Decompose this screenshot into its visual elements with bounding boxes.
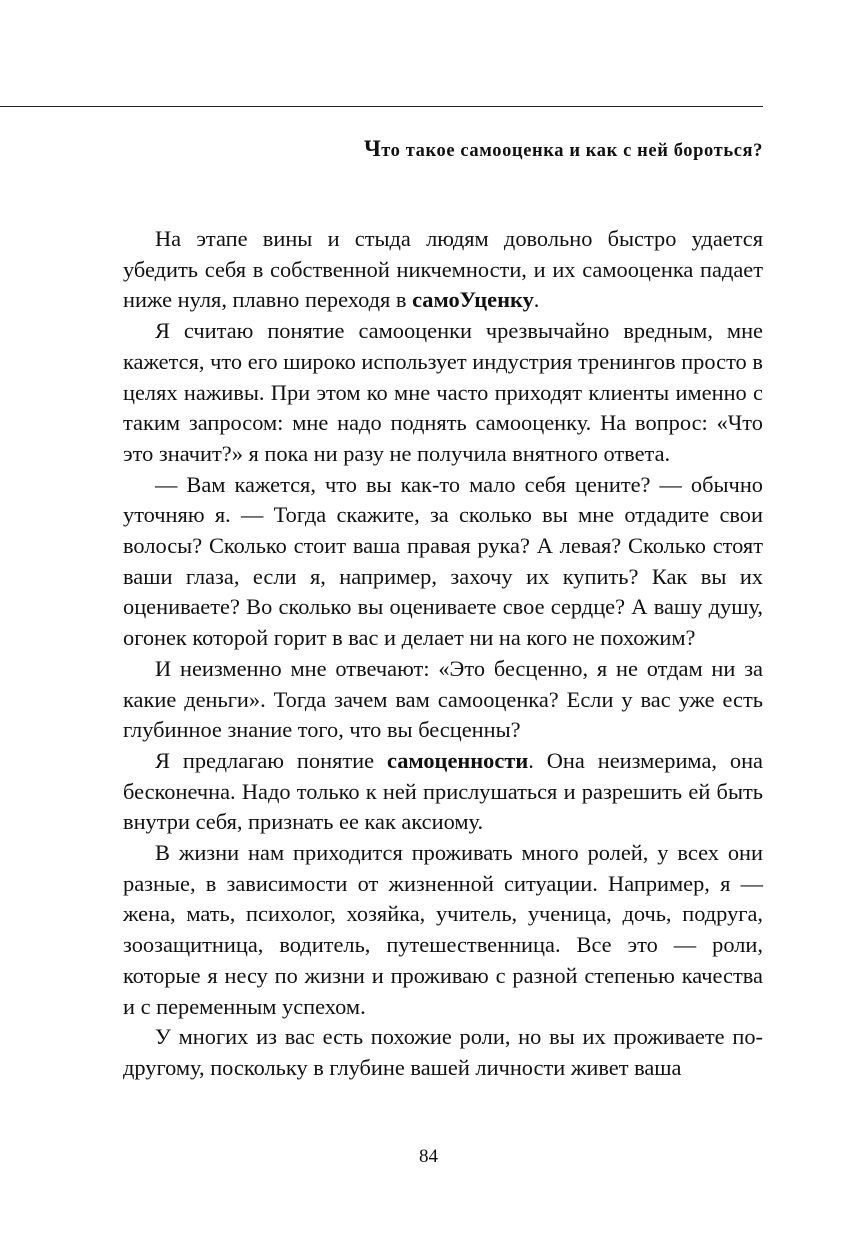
header-rule <box>0 106 763 107</box>
chapter-title-rest: то такое самооценка и как с ней бороться? <box>381 141 763 161</box>
paragraph-1-end: . <box>533 287 540 313</box>
paragraph-5-text: Я предлагаю понятие <box>155 747 387 773</box>
chapter-title-initial: Ч <box>364 136 382 161</box>
paragraph-4: И неизменно мне отвечают: «Это бесценно, я не отдам ни за какие деньги». Тогда зачем вам самооценка? Если у вас уже есть глубинное знание того, что вы бесценны? <box>123 655 763 743</box>
bold-term-samoutsenka: самоУценку <box>412 287 534 313</box>
page-number: 84 <box>419 1146 438 1167</box>
paragraph-2: Я считаю понятие самооценки чрезвычайно вредным, мне кажется, что его широко использует индустрия тренингов просто в целях наживы. При этом ко мне часто приходят клиенты именно с таким запросом: мне надо поднять самооценку. На вопрос: «Что это значит?» я пока ни разу не получила внятного ответа. <box>123 318 763 466</box>
paragraph-1 <box>123 224 763 316</box>
paragraph-3: — Вам кажется, что вы как-то мало себя цените? — обычно уточняю я. — Тогда скажите, за сколько вы мне отдадите свои волосы? Сколько стоит ваша правая рука? А левая? Сколько стоят ваши глаза, если я, например, захочу их купить? Как вы их оцениваете? Во сколько вы оцениваете свое сердце? А вашу душу, огонек которой горит в вас и делает ни на кого не похожим? <box>123 471 763 651</box>
paragraph-5 <box>123 746 763 838</box>
chapter-title <box>364 136 763 162</box>
bold-term-samotsennost: самоценности <box>386 747 529 773</box>
paragraph-7: У многих из вас есть похожие роли, но вы их проживаете по-другому, поскольку в глубине вашей личности живет ваша <box>123 1024 763 1080</box>
paragraph-1-text: На этапе вины и стыда людям довольно быстро удается убедить себя в собственной никчемности, и их самооценка падает ниже нуля, плавно переходя в <box>123 226 763 313</box>
paragraph-6: В жизни нам приходится проживать много ролей, у всех они разные, в зависимости от жизненной ситуации. Например, я — жена, мать, психолог, хозяйка, учитель, ученица, дочь, подруга, зоозащитница, водитель, путешественница. Все это — роли, которые я несу по жизни и проживаю с разной степенью качества и с переменным успехом. <box>123 840 763 1019</box>
paragraph-5-end: . Она неизмерима, она бесконечна. Надо только к ней прислушаться и разрешить ей быть внутри себя, признать ее как аксиому. <box>123 747 763 835</box>
body-text <box>123 224 763 1084</box>
